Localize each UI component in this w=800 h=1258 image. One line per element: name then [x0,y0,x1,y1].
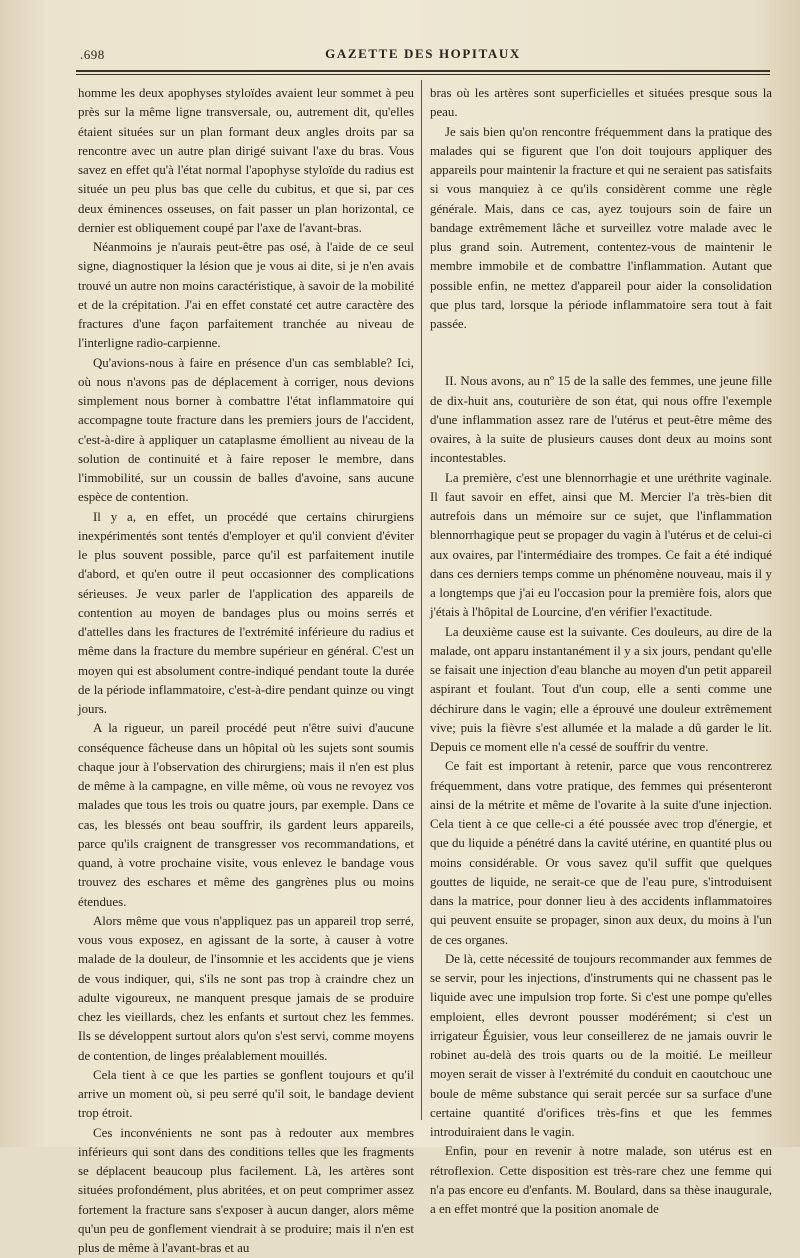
header-rule [76,70,770,72]
page-number: .698 [80,47,105,63]
journal-title: GAZETTE DES HOPITAUX [76,46,770,62]
paragraph: A la rigueur, un pareil procédé peut n'être suivi d'aucune conséquence fâcheuse dans un hôpital où les sujets sont soumis chaque jour à l'observation des chirurgiens; mais il n'en est plus de même à la campagne, en ville même, où vous ne revoyez vos malades que tous les trois ou quatre jours, par exemple. Dans ce cas, les blessés ont beau souffrir, ils gardent leurs appareils, parce qu'ils craignent de transgresser vos recommandations, et quand, à votre prochaine visite, vous enlevez le bandage vous trouvez des eschares et même des gangrènes plus ou moins étendues. [78,719,414,912]
paragraph: Il y a, en effet, un procédé que certains chirurgiens inexpérimentés sont tentés d'employer et qu'il convient d'éviter le plus souvent possible, parce qu'il est parfaitement inutile d'abord, et qu'en outre il peut occasionner des complications sérieuses. Je veux parler de l'application des appareils de contention au moyen de bandages plus ou moins serrés et d'attelles dans les fractures de l'extrémité inférieure du radius et même dans la fracture du membre supérieur en général. C'est un moyen qui est absolument contre-indiqué pendant toute la durée de la période inflammatoire, c'est-à-dire pendant quinze ou vingt jours. [78,508,414,720]
paragraph: Ce fait est important à retenir, parce que vous rencontrerez fréquemment, dans votre pratique, des femmes qui présenteront ainsi de la métrite et même de l'ovarite à la suite d'une injection. Cela tient à ce que celle-ci a été poussée avec trop d'énergie, et que du liquide a pénétré dans la cavité utérine, en quantité plus ou moins considérable. Or vous savez qu'il suffit que quelques gouttes de liquide, ne serait-ce que de l'eau pure, s'introduisent dans la matrice, pour donner lieu à des accidents inflammatoires qui peuvent ensuite se propager, sinon aux deux, du moins à l'un de ces organes. [430,757,772,950]
paragraph: Qu'avions-nous à faire en présence d'un cas semblable? Ici, où nous n'avons pas de déplacement à corriger, nous devions simplement nous borner à combattre l'état inflammatoire qui accompagne toute fracture dans les premiers jours de l'accident, c'est-à-dire à appliquer un cataplasme émollient au niveau de la solution de continuité et à faire reposer le membre, dans l'immobilité, sur un coussin de balles d'avoine, sans aucune espèce de contention. [78,354,414,508]
paragraph: La première, c'est une blennorrhagie et une uréthrite vaginale. Il faut savoir en effet, ainsi que M. Mercier l'a très-bien dit autrefois dans un mémoire sur ce sujet, que l'inflammation blennorrhagique peut se propager du vagin à l'utérus et de celui-ci aux ovaires, par l'intermédiaire des trompes. Ce fait a été indiqué dans ces derniers temps comme un phénomène nouveau, mais il y a longtemps que j'ai eu l'occasion pour la première fois, alors que j'étais à l'hôpital de Lourcine, d'en vérifier l'exactitude. [430,469,772,623]
paragraph: II. Nous avons, au nº 15 de la salle des femmes, une jeune fille de dix-huit ans, couturière de son état, qui nous offre l'exemple d'une inflammation assez rare de l'utérus et peut-être même des ovaires, à la suite de plusieurs causes dont deux au moins sont incontestables. [430,372,772,468]
section-separator [430,334,772,372]
paragraph: La deuxième cause est la suivante. Ces douleurs, au dire de la malade, ont apparu instantanément il y a six jours, pendant qu'elle se faisait une injection d'eau blanche au moyen d'un petit appareil aspirant et foulant. Tout d'un coup, elle a senti comme une déchirure dans le vagin; elle a éprouvé une douleur extrêmement vive; puis la fièvre s'est allumée et la malade a dû garder le lit. Depuis ce moment elle n'a cessé de souffrir du ventre. [430,623,772,758]
paragraph: De là, cette nécessité de toujours recommander aux femmes de se servir, pour les injections, d'instruments qui ne chassent pas le liquide avec une impulsion trop forte. Si c'est une pompe qu'elles emploient, elles devront pousser modérément; si c'est un irrigateur Éguisier, vous leur conseillerez de ne jamais ouvrir le robinet au-delà des trois quarts ou de la moitié. Le meilleur moyen serait de visser à l'extrémité du conduit en caoutchouc une boule de même substance qui serait percée sur sa surface d'une certaine quantité d'orifices très-fins et que les femmes introduiraient dans le vagin. [430,950,772,1143]
page-header [76,44,770,68]
paragraph: Enfin, pour en revenir à notre malade, son utérus est en rétroflexion. Cette disposition est très-rare chez une femme qui n'a pas encore eu d'enfants. M. Boulard, dans sa thèse inaugurale, a en effet montré que la position anomale de [430,1142,772,1219]
header-rule-thin [76,74,770,75]
paragraph: Cela tient à ce que les parties se gonflent toujours et qu'il arrive un moment où, si peu serré qu'il soit, le bandage devient trop étroit. [78,1066,414,1124]
paragraph: Néanmoins je n'aurais peut-être pas osé, à l'aide de ce seul signe, diagnostiquer la lésion que je vous ai dite, si je n'en avais trouvé un autre non moins caractéristique, à savoir de la mobilité et de la crépitation. J'ai en effet constaté cet autre caractère des fractures d'une façon parfaitement tranchée au niveau de l'interligne radio-carpienne. [78,238,414,354]
column-divider [421,80,422,1120]
right-column [430,84,772,1219]
paragraph: Alors même que vous n'appliquez pas un appareil trop serré, vous vous exposez, en agissant de la sorte, à causer à votre malade de la douleur, de l'insomnie et les accidents que je viens de vous indiquer, qui, s'ils ne sont pas trop à craindre chez un adulte vigoureux, ne manquent presque jamais de se produire chez les vieillards, chez les enfants et surtout chez les femmes. Ils se développent surtout alors qu'on s'est servi, comme moyens de contention, de linges préalablement mouillés. [78,912,414,1066]
paragraph: Ces inconvénients ne sont pas à redouter aux membres inférieurs qui sont dans des conditions telles que les fragments se déplacent beaucoup plus facilement. Là, les artères sont situées profondément, plus abritées, et on peut comprimer assez fortement la fracture sans s'exposer à aucun danger, alors même qu'un peu de gonflement viendrait à se produire; mais il n'en est plus de même à l'avant-bras et au [78,1124,414,1258]
paragraph: Je sais bien qu'on rencontre fréquemment dans la pratique des malades qui se figurent que l'on doit toujours appliquer des appareils pour maintenir la fracture et qui ne seraient pas satisfaits si vous manquiez à ce qu'ils considèrent comme une règle générale. Mais, dans ce cas, ayez toujours soin de faire un bandage extrêmement lâche et surveillez votre malade avec le plus grand soin. Autrement, contentez-vous de maintenir le membre immobile et de combattre l'inflammation. Autant que possible enfin, ne mettez d'appareil pour aider la consolidation que plus tard, lorsque la période inflammatoire sera tout à fait passée. [430,123,772,335]
paragraph: bras où les artères sont superficielles et situées presque sous la peau. [430,84,772,123]
paragraph: homme les deux apophyses styloïdes avaient leur sommet à peu près sur la même ligne transversale, ou, autrement dit, qu'elles étaient situées sur un plan formant deux angles droits par sa rencontre avec un autre plan dirigé suivant l'axe du bras. Vous savez en effet qu'à l'état normal l'apophyse styloïde du radius est située un peu plus bas que celle du cubitus, et que si, par ces deux éminences osseuses, on fait passer un plan horizontal, ce dernier est obliquement coupé par l'axe de l'avant-bras. [78,84,414,238]
left-column [78,84,414,1258]
